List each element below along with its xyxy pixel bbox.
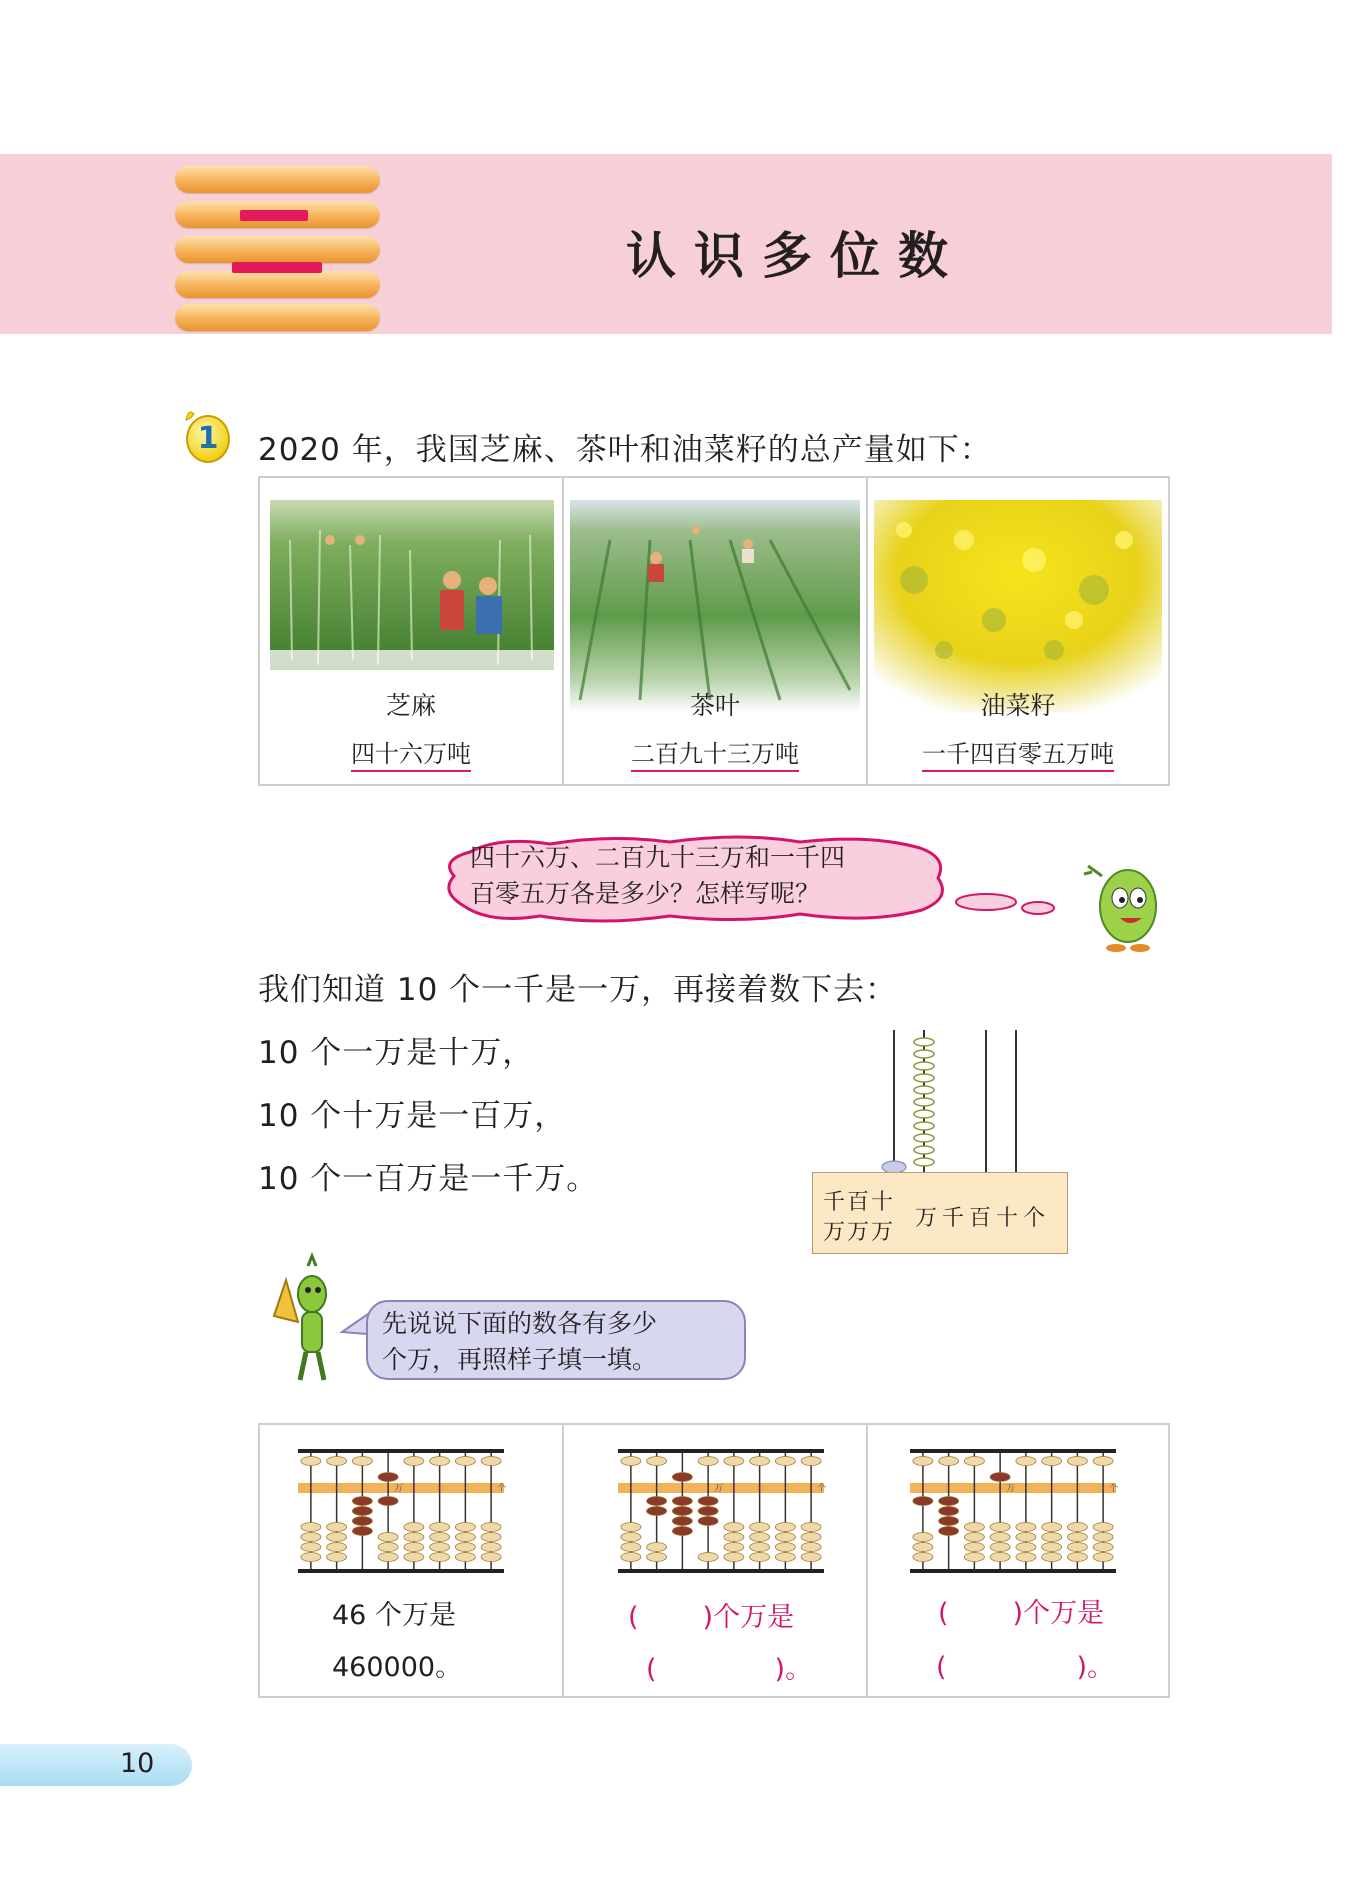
abacus-label: 个	[1109, 1484, 1119, 1494]
abacus-bead	[698, 1553, 718, 1562]
abacus-bead	[775, 1553, 795, 1562]
abacus-bead	[698, 1497, 718, 1506]
abacus-bead	[404, 1523, 424, 1532]
abacus-bead	[672, 1497, 692, 1506]
abacus-bead	[750, 1457, 770, 1466]
place-label: 个	[1023, 1206, 1051, 1231]
abacus-bead	[1093, 1553, 1113, 1562]
place-label: 万	[871, 1220, 896, 1245]
abacus-bead	[327, 1457, 347, 1466]
problem-text: 2020 年，我国芝麻、茶叶和油菜籽的总产量如下：	[258, 432, 992, 468]
abacus-exercise-table	[258, 1423, 1170, 1698]
place-label: 万	[823, 1220, 848, 1245]
abacus-bead	[352, 1517, 372, 1526]
abacus-bead	[647, 1553, 667, 1562]
abacus-bead	[621, 1523, 641, 1532]
abacus-bead	[913, 1533, 933, 1542]
abacus-bead	[1093, 1523, 1113, 1532]
abacus-bead	[301, 1553, 321, 1562]
place-label: 百	[969, 1206, 997, 1231]
abacus-bead	[455, 1523, 475, 1532]
table-divider	[562, 1425, 564, 1696]
abacus-bead	[698, 1507, 718, 1516]
abacus-bead	[352, 1497, 372, 1506]
abacus-bead	[1067, 1457, 1087, 1466]
abacus-bead	[404, 1533, 424, 1542]
abacus-bead	[1093, 1457, 1113, 1466]
abacus-bead	[378, 1473, 398, 1482]
fill-blank-count[interactable]: ( )个万是	[628, 1602, 795, 1633]
abacus-bead	[1067, 1533, 1087, 1542]
abacus-bead	[1016, 1457, 1036, 1466]
abacus-bead	[801, 1523, 821, 1532]
crop-name: 茶叶	[689, 691, 740, 720]
example-line2: 460000。	[332, 1652, 463, 1683]
abacus-bead	[481, 1553, 501, 1562]
crop-name: 芝麻	[385, 691, 436, 720]
abacus-bead	[404, 1543, 424, 1552]
place-label: 十	[871, 1190, 896, 1215]
abacus-bead	[964, 1543, 984, 1552]
abacus-bead	[1042, 1523, 1062, 1532]
abacus-bead	[430, 1553, 450, 1562]
abacus	[298, 1449, 507, 1573]
abacus-bead	[724, 1553, 744, 1562]
counting-intro: 我们知道 10 个一千是一万，再接着数下去：	[258, 972, 898, 1008]
abacus-bead	[990, 1523, 1010, 1532]
abacus-bead	[481, 1543, 501, 1552]
abacus-bead	[724, 1543, 744, 1552]
unit-title: 认识多位数	[626, 227, 966, 285]
abacus-bead	[750, 1533, 770, 1542]
abacus-bead	[352, 1507, 372, 1516]
abacus-bead	[990, 1473, 1010, 1482]
abacus-bead	[724, 1523, 744, 1532]
abacus-bead	[990, 1553, 1010, 1562]
abacus-bead	[301, 1533, 321, 1542]
abacus-label: 万	[394, 1484, 404, 1494]
abacus-bead	[801, 1457, 821, 1466]
chick-icon	[180, 404, 200, 424]
abacus-bead	[621, 1543, 641, 1552]
abacus-bead	[801, 1533, 821, 1542]
abacus-bead	[378, 1497, 398, 1506]
counting-line: 10 个十万是一百万，	[258, 1098, 567, 1134]
abacus-bead	[378, 1543, 398, 1552]
abacus	[910, 1449, 1119, 1573]
counting-line: 10 个一万是十万，	[258, 1035, 535, 1071]
abacus-bead	[913, 1553, 933, 1562]
abacus-bead	[352, 1457, 372, 1466]
bubble-text	[470, 840, 950, 912]
abacus-bead	[430, 1533, 450, 1542]
abacus-bead	[621, 1553, 641, 1562]
abacus-bead	[621, 1533, 641, 1542]
crop-cell-tea	[564, 478, 866, 784]
abacus-label: 个	[817, 1484, 827, 1494]
abacus-bead	[939, 1497, 959, 1506]
abacus-bead	[1093, 1533, 1113, 1542]
abacus-bead	[913, 1457, 933, 1466]
abacus-bead	[481, 1457, 501, 1466]
crop-cell-sesame	[260, 478, 562, 784]
abacus-bead	[750, 1543, 770, 1552]
abacus-bead	[327, 1523, 347, 1532]
abacus-bead	[455, 1553, 475, 1562]
header-bar	[175, 304, 380, 331]
abacus-bead	[378, 1553, 398, 1562]
abacus-bead	[455, 1543, 475, 1552]
abacus-bead	[1042, 1553, 1062, 1562]
page-number: 10	[120, 1748, 155, 1779]
abacus-bead	[801, 1543, 821, 1552]
abacus-bead	[1042, 1457, 1062, 1466]
crop-cell-rapeseed	[868, 478, 1168, 784]
abacus-bead	[481, 1523, 501, 1532]
abacus-bead	[775, 1523, 795, 1532]
example-line1: 46 个万是	[332, 1600, 456, 1631]
abacus-bead	[647, 1507, 667, 1516]
abacus-bead	[913, 1497, 933, 1506]
abacus-bead	[1016, 1533, 1036, 1542]
crop-amount: 四十六万吨	[260, 734, 562, 769]
rapeseed-flowers-photo	[874, 500, 1162, 670]
place-label: 万	[847, 1220, 872, 1245]
abacus-bead	[301, 1523, 321, 1532]
bean-mascot-icon	[1082, 854, 1168, 954]
page-number-tab	[0, 1744, 192, 1786]
abacus-bead	[964, 1523, 984, 1532]
abacus-bead	[990, 1543, 1010, 1552]
abacus-bead	[1016, 1523, 1036, 1532]
abacus-bead	[301, 1457, 321, 1466]
bubble-line: 四十六万、二百九十三万和一千四	[470, 843, 846, 872]
abacus-bead	[1042, 1533, 1062, 1542]
place-label: 千	[942, 1206, 970, 1231]
abacus-bead	[301, 1543, 321, 1552]
abacus-bead	[698, 1517, 718, 1526]
abacus-bead	[1067, 1543, 1087, 1552]
abacus-bead	[327, 1553, 347, 1562]
place-label: 万	[915, 1206, 943, 1231]
place-value-labels	[812, 1172, 1068, 1254]
abacus-label: 万	[1006, 1484, 1016, 1494]
bubble-text	[382, 1306, 742, 1378]
abacus-bead	[939, 1517, 959, 1526]
abacus-bead	[481, 1533, 501, 1542]
abacus-bead	[913, 1543, 933, 1552]
abacus-bead	[378, 1533, 398, 1542]
bubble-tail	[950, 888, 1070, 922]
abacus-bead	[352, 1527, 372, 1536]
abacus-bead	[698, 1457, 718, 1466]
counting-line: 10 个一百万是一千万。	[258, 1161, 599, 1197]
abacus-bead	[724, 1533, 744, 1542]
abacus-bead	[724, 1457, 744, 1466]
fill-blank-count[interactable]: ( )个万是	[938, 1598, 1105, 1629]
place-label: 百	[847, 1190, 872, 1215]
abacus	[618, 1449, 827, 1573]
header-bar	[175, 166, 380, 193]
abacus-bead	[964, 1553, 984, 1562]
abacus-bead	[430, 1543, 450, 1552]
bubble-line: 个万，再照样子填一填。	[382, 1345, 658, 1374]
crop-name: 油菜籽	[980, 691, 1056, 720]
abacus-bead	[939, 1507, 959, 1516]
tea-plantation-photo	[570, 500, 860, 670]
crop-amount: 二百九十三万吨	[564, 734, 866, 769]
bubble-line: 先说说下面的数各有多少	[382, 1309, 658, 1338]
abacus-bead	[964, 1533, 984, 1542]
abacus-bead	[621, 1457, 641, 1466]
abacus-bead	[455, 1533, 475, 1542]
abacus-bead	[404, 1553, 424, 1562]
place-label: 十	[996, 1206, 1024, 1231]
abacus-bead	[775, 1457, 795, 1466]
abacus-bead	[1042, 1543, 1062, 1552]
crop-amount: 一千四百零五万吨	[868, 734, 1168, 769]
abacus-bead	[1067, 1553, 1087, 1562]
abacus-label: 万	[714, 1484, 724, 1494]
bubble-line: 百零五万各是多少？怎样写呢？	[470, 879, 821, 908]
abacus-bead	[1093, 1543, 1113, 1552]
abacus-bead	[327, 1533, 347, 1542]
abacus-bead	[672, 1507, 692, 1516]
abacus-bead	[672, 1517, 692, 1526]
abacus-bead	[939, 1527, 959, 1536]
fill-blank-number[interactable]: ( )。	[646, 1654, 813, 1685]
problem-number-badge: 1	[186, 415, 230, 463]
abacus-bead	[1016, 1543, 1036, 1552]
abacus-bead	[750, 1553, 770, 1562]
abacus-label: 个	[497, 1484, 507, 1494]
abacus-bead	[1067, 1523, 1087, 1532]
place-label: 千	[823, 1190, 848, 1215]
abacus-bead	[647, 1497, 667, 1506]
abacus-bead	[775, 1533, 795, 1542]
crop-table	[258, 476, 1170, 786]
abacus-bead	[1016, 1553, 1036, 1562]
table-divider	[866, 1425, 868, 1696]
abacus-bead	[672, 1473, 692, 1482]
abacus-bead	[801, 1553, 821, 1562]
sesame-field-photo	[270, 500, 554, 670]
abacus-bead	[672, 1527, 692, 1536]
abacus-bead	[430, 1457, 450, 1466]
fill-blank-number[interactable]: ( )。	[936, 1652, 1115, 1683]
abacus-bead	[647, 1543, 667, 1552]
abacus-bead	[455, 1457, 475, 1466]
counting-frame-rods	[880, 1030, 1030, 1174]
abacus-bead	[647, 1457, 667, 1466]
abacus-bead	[775, 1543, 795, 1552]
abacus-bead	[964, 1457, 984, 1466]
abacus-bead	[990, 1533, 1010, 1542]
abacus-bead	[750, 1523, 770, 1532]
abacus-bead	[404, 1457, 424, 1466]
abacus-bead	[327, 1543, 347, 1552]
abacus-bead	[430, 1523, 450, 1532]
abacus-bead	[939, 1457, 959, 1466]
